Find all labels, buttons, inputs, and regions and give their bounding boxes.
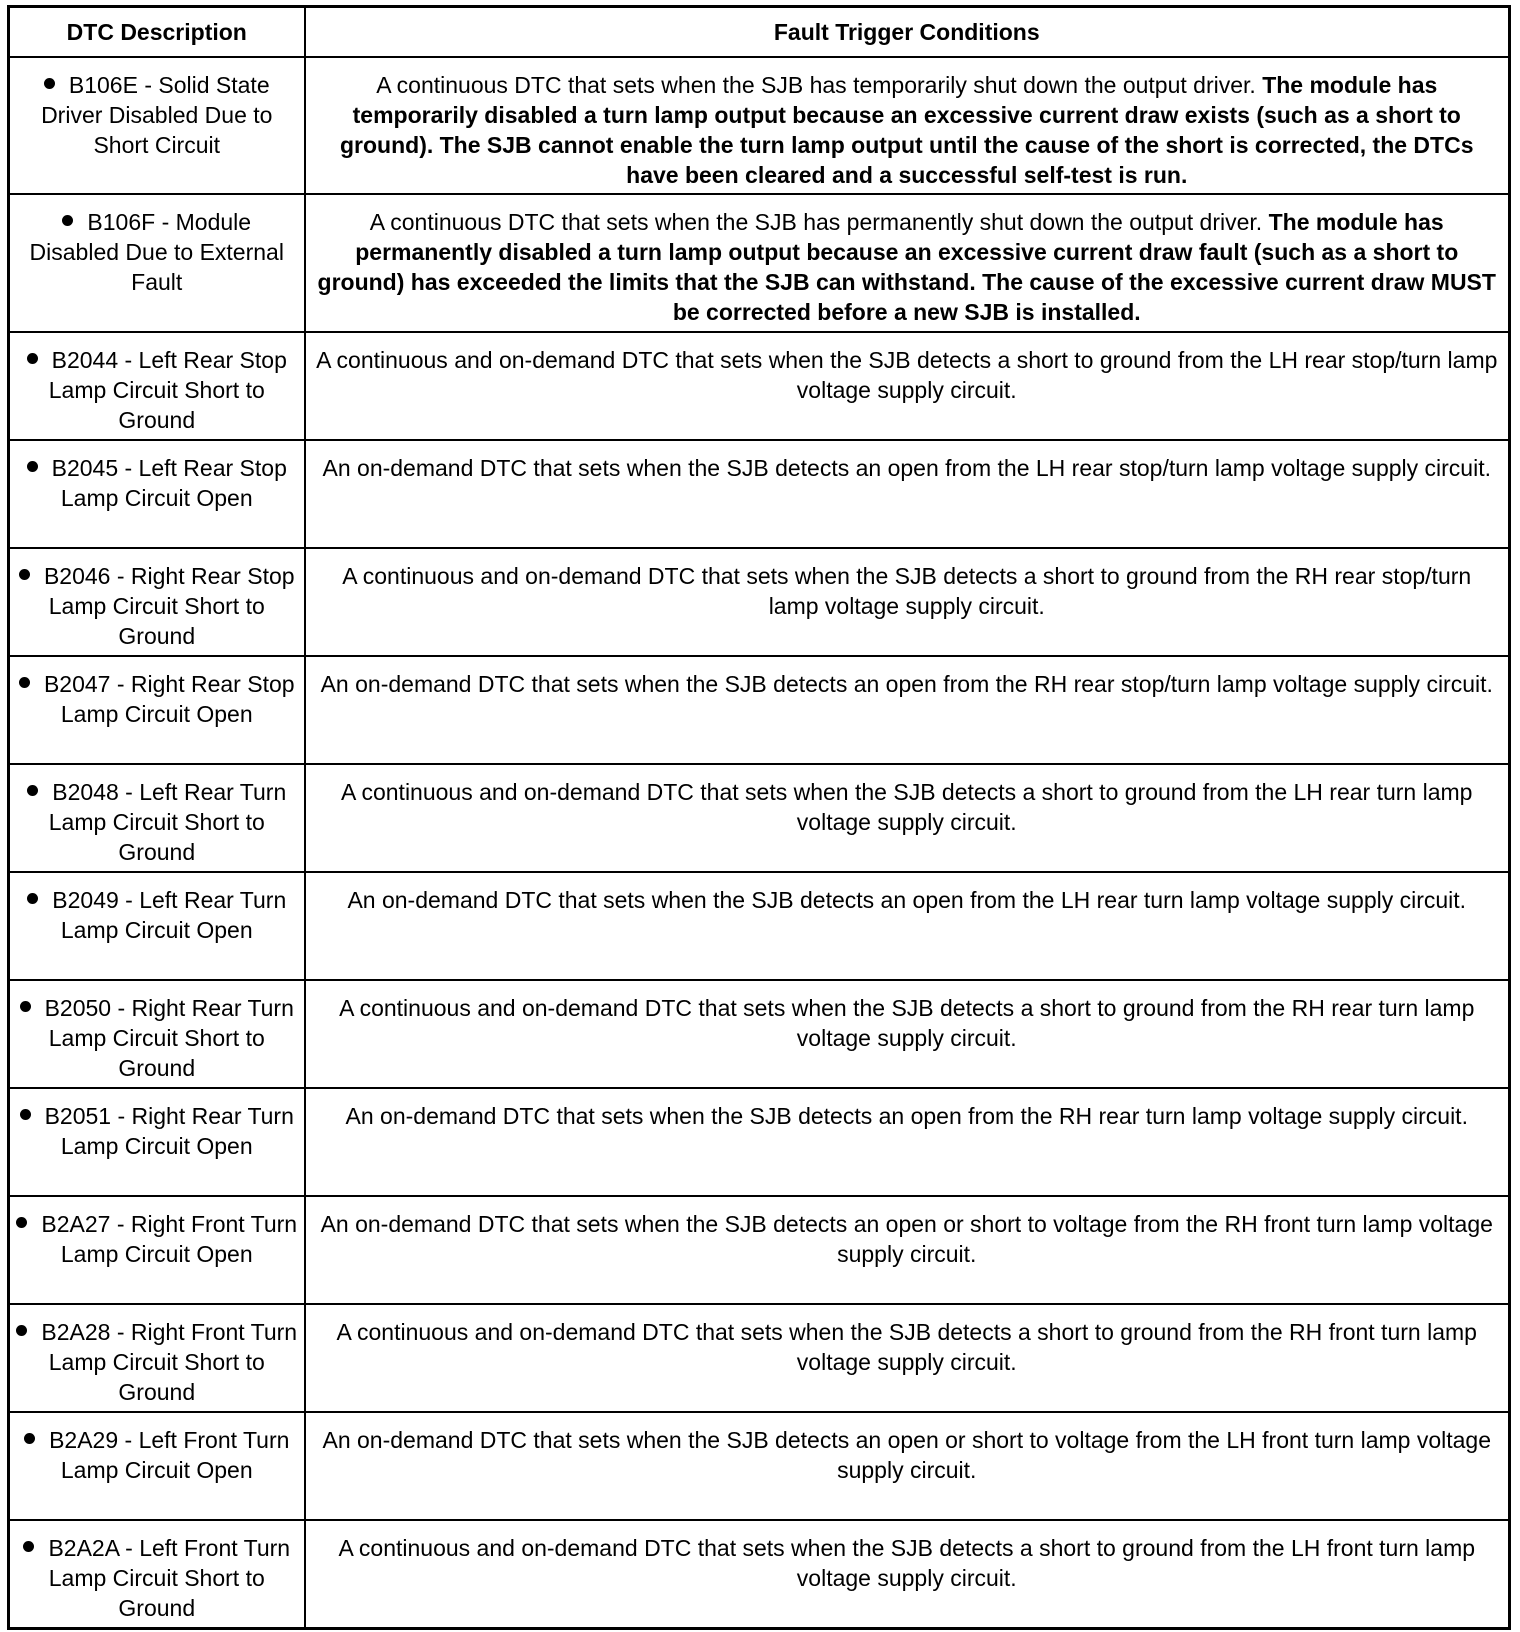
dtc-description: B2044 - Left Rear Stop Lamp Circuit Short to Ground bbox=[48, 347, 287, 433]
dtc-description: B2050 - Right Rear Turn Lamp Circuit Short to Ground bbox=[44, 995, 294, 1081]
header-fault-trigger-conditions: Fault Trigger Conditions bbox=[305, 7, 1510, 58]
fault-condition-cell bbox=[305, 1520, 1510, 1628]
fault-condition-text: A continuous and on-demand DTC that sets when the SJB detects a short to ground from the RH rear stop/turn lamp voltage supply circuit. bbox=[342, 563, 1472, 619]
fault-condition-bold-text: The module has temporarily disabled a turn lamp output because an excessive current draw exists (such as a short to ground). The SJB cannot enable the turn lamp output until the cause of the short is corrected, the DTCs have been cleared and a successful self-test is run. bbox=[340, 72, 1474, 188]
fault-condition-cell bbox=[305, 656, 1510, 764]
table-row bbox=[9, 1088, 1510, 1196]
dtc-description-cell bbox=[9, 57, 305, 194]
dtc-description-cell bbox=[9, 1196, 305, 1304]
dtc-description-cell bbox=[9, 1088, 305, 1196]
fault-condition-text: An on-demand DTC that sets when the SJB detects an open from the LH rear turn lamp voltage supply circuit. bbox=[347, 887, 1467, 913]
dtc-description-cell bbox=[9, 1304, 305, 1412]
dtc-description-cell bbox=[9, 1412, 305, 1520]
bullet-icon bbox=[27, 461, 38, 472]
dtc-description-cell bbox=[9, 194, 305, 332]
bullet-icon bbox=[16, 1217, 27, 1228]
header-row bbox=[9, 7, 1510, 58]
fault-condition-cell bbox=[305, 1304, 1510, 1412]
fault-condition-cell bbox=[305, 764, 1510, 872]
fault-condition-text: A continuous and on-demand DTC that sets when the SJB detects a short to ground from the LH rear stop/turn lamp voltage supply circuit. bbox=[316, 347, 1498, 403]
dtc-description: B2049 - Left Rear Turn Lamp Circuit Open bbox=[52, 887, 287, 943]
dtc-description: B2A28 - Right Front Turn Lamp Circuit Short to Ground bbox=[41, 1319, 298, 1405]
fault-condition-text: An on-demand DTC that sets when the SJB detects an open from the LH rear stop/turn lamp voltage supply circuit. bbox=[322, 455, 1491, 481]
dtc-description-cell bbox=[9, 980, 305, 1088]
fault-condition-text: A continuous DTC that sets when the SJB has permanently shut down the output driver. bbox=[369, 209, 1263, 235]
bullet-icon bbox=[24, 1433, 35, 1444]
table-row bbox=[9, 656, 1510, 764]
dtc-description: B2048 - Left Rear Turn Lamp Circuit Short to Ground bbox=[48, 779, 287, 865]
fault-condition-text: A continuous and on-demand DTC that sets when the SJB detects a short to ground from the RH rear turn lamp voltage supply circuit. bbox=[339, 995, 1475, 1051]
table-row bbox=[9, 764, 1510, 872]
table-row bbox=[9, 548, 1510, 656]
dtc-description: B2051 - Right Rear Turn Lamp Circuit Open bbox=[44, 1103, 294, 1159]
fault-condition-text: An on-demand DTC that sets when the SJB detects an open from the RH rear turn lamp voltage supply circuit. bbox=[345, 1103, 1468, 1129]
dtc-description-cell bbox=[9, 440, 305, 548]
bullet-icon bbox=[19, 677, 30, 688]
bullet-icon bbox=[27, 785, 38, 796]
table-row bbox=[9, 194, 1510, 332]
dtc-description-cell bbox=[9, 872, 305, 980]
table-row bbox=[9, 872, 1510, 980]
bullet-icon bbox=[20, 1001, 31, 1012]
fault-condition-text: A continuous and on-demand DTC that sets when the SJB detects a short to ground from the LH rear turn lamp voltage supply circuit. bbox=[341, 779, 1473, 835]
fault-condition-text: An on-demand DTC that sets when the SJB detects an open or short to voltage from the RH front turn lamp voltage supply circuit. bbox=[320, 1211, 1493, 1267]
table-row bbox=[9, 332, 1510, 440]
bullet-icon bbox=[16, 1325, 27, 1336]
dtc-description-cell bbox=[9, 656, 305, 764]
dtc-description: B2A2A - Left Front Turn Lamp Circuit Short to Ground bbox=[48, 1535, 291, 1621]
fault-condition-cell bbox=[305, 1412, 1510, 1520]
dtc-table bbox=[7, 5, 1511, 1630]
dtc-description: B2047 - Right Rear Stop Lamp Circuit Open bbox=[43, 671, 295, 727]
dtc-description: B2046 - Right Rear Stop Lamp Circuit Short to Ground bbox=[43, 563, 295, 649]
table-row bbox=[9, 440, 1510, 548]
fault-condition-cell bbox=[305, 980, 1510, 1088]
table-body bbox=[9, 57, 1510, 1628]
fault-condition-text: An on-demand DTC that sets when the SJB detects an open or short to voltage from the LH front turn lamp voltage supply circuit. bbox=[322, 1427, 1492, 1483]
fault-condition-text: A continuous and on-demand DTC that sets when the SJB detects a short to ground from the RH front turn lamp voltage supply circuit. bbox=[336, 1319, 1477, 1375]
fault-condition-cell bbox=[305, 57, 1510, 194]
fault-condition-cell bbox=[305, 548, 1510, 656]
dtc-description: B106F - Module Disabled Due to External Fault bbox=[29, 209, 284, 295]
dtc-description: B2A27 - Right Front Turn Lamp Circuit Open bbox=[41, 1211, 298, 1267]
fault-condition-cell bbox=[305, 1196, 1510, 1304]
dtc-description: B2A29 - Left Front Turn Lamp Circuit Open bbox=[49, 1427, 290, 1483]
table-row bbox=[9, 1196, 1510, 1304]
bullet-icon bbox=[27, 893, 38, 904]
bullet-icon bbox=[19, 569, 30, 580]
bullet-icon bbox=[23, 1541, 34, 1552]
bullet-icon bbox=[44, 78, 55, 89]
fault-condition-cell bbox=[305, 1088, 1510, 1196]
dtc-description-cell bbox=[9, 548, 305, 656]
fault-condition-cell bbox=[305, 440, 1510, 548]
fault-condition-cell bbox=[305, 872, 1510, 980]
table-row bbox=[9, 980, 1510, 1088]
fault-condition-bold-text: The module has permanently disabled a turn lamp output because an excessive current draw fault (such as a short to ground) has exceeded the limits that the SJB can withstand. The cause of the excessive current draw MUST be corrected before a new SJB is installed. bbox=[317, 209, 1496, 325]
table-row bbox=[9, 1412, 1510, 1520]
table-row bbox=[9, 1520, 1510, 1628]
dtc-description-cell bbox=[9, 332, 305, 440]
fault-condition-cell bbox=[305, 194, 1510, 332]
table-row bbox=[9, 57, 1510, 194]
dtc-description: B106E - Solid State Driver Disabled Due to Short Circuit bbox=[41, 72, 273, 158]
bullet-icon bbox=[20, 1109, 31, 1120]
dtc-description-cell bbox=[9, 1520, 305, 1628]
bullet-icon bbox=[62, 215, 73, 226]
bullet-icon bbox=[27, 353, 38, 364]
fault-condition-text: A continuous and on-demand DTC that sets when the SJB detects a short to ground from the LH front turn lamp voltage supply circuit. bbox=[338, 1535, 1476, 1591]
fault-condition-cell bbox=[305, 332, 1510, 440]
dtc-description-cell bbox=[9, 764, 305, 872]
fault-condition-text: An on-demand DTC that sets when the SJB detects an open from the RH rear stop/turn lamp voltage supply circuit. bbox=[320, 671, 1493, 697]
table-row bbox=[9, 1304, 1510, 1412]
header-dtc-description: DTC Description bbox=[9, 7, 305, 58]
dtc-description: B2045 - Left Rear Stop Lamp Circuit Open bbox=[51, 455, 287, 511]
fault-condition-text: A continuous DTC that sets when the SJB has temporarily shut down the output driver. bbox=[376, 72, 1256, 98]
